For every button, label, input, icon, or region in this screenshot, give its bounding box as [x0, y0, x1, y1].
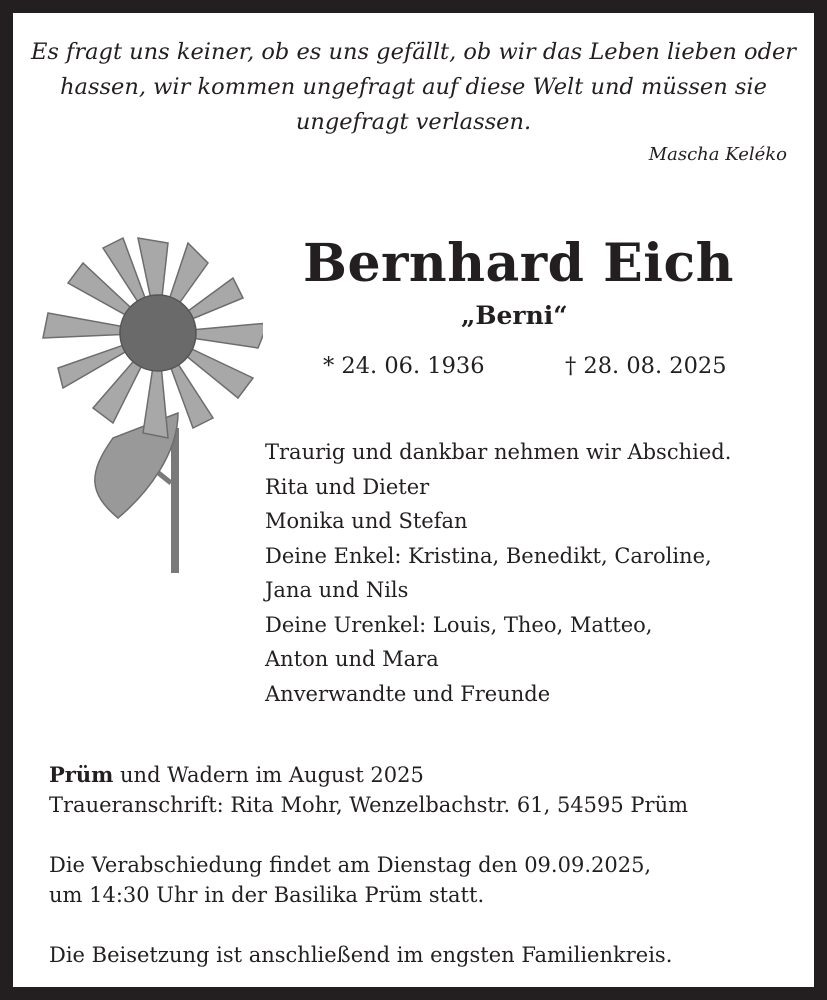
sunflower-icon	[28, 223, 263, 578]
farewell-line-2: um 14:30 Uhr in der Basilika Prüm statt.	[49, 883, 485, 907]
death-date: † 28. 08. 2025	[565, 353, 727, 379]
mourner-line: Anton und Mara	[265, 647, 439, 671]
place-date	[49, 758, 424, 792]
birth-date: * 24. 06. 1936	[323, 353, 485, 379]
place-bold: Prüm	[49, 762, 114, 787]
place-rest: und Wadern im August 2025	[113, 763, 424, 787]
farewell-line-1: Die Verabschiedung findet am Dienstag den 09.09.2025,	[49, 853, 652, 877]
mourning-address: Traueranschrift: Rita Mohr, Wenzelbachstr. 61, 54595 Prüm	[49, 793, 689, 817]
mourner-line: Deine Enkel: Kristina, Benedikt, Caroline,	[265, 543, 712, 568]
mourners-list	[265, 435, 731, 711]
mourner-line: Deine Urenkel: Louis, Theo, Matteo,	[265, 612, 653, 637]
obituary-card	[13, 13, 814, 987]
quote-author: Mascha Keléko	[648, 144, 787, 165]
mourner-line: Jana und Nils	[265, 578, 409, 602]
mourner-line: Traurig und dankbar nehmen wir Abschied.	[265, 440, 732, 464]
deceased-name: Bernhard Eich	[303, 233, 734, 294]
deceased-nickname: „Berni“	[461, 301, 568, 330]
mourner-line: Anverwandte und Freunde	[265, 681, 551, 706]
burial-info: Die Beisetzung ist anschließend im engsten Familienkreis.	[49, 943, 673, 967]
mourner-line: Monika und Stefan	[265, 509, 468, 533]
quote-text: Es fragt uns keiner, ob es uns gefällt, ob wir das Leben lieben oder hassen, wir kommen ungefragt auf diese Welt und müssen sie ungefragt verlassen.	[30, 39, 797, 135]
mourner-line: Rita und Dieter	[265, 474, 430, 499]
